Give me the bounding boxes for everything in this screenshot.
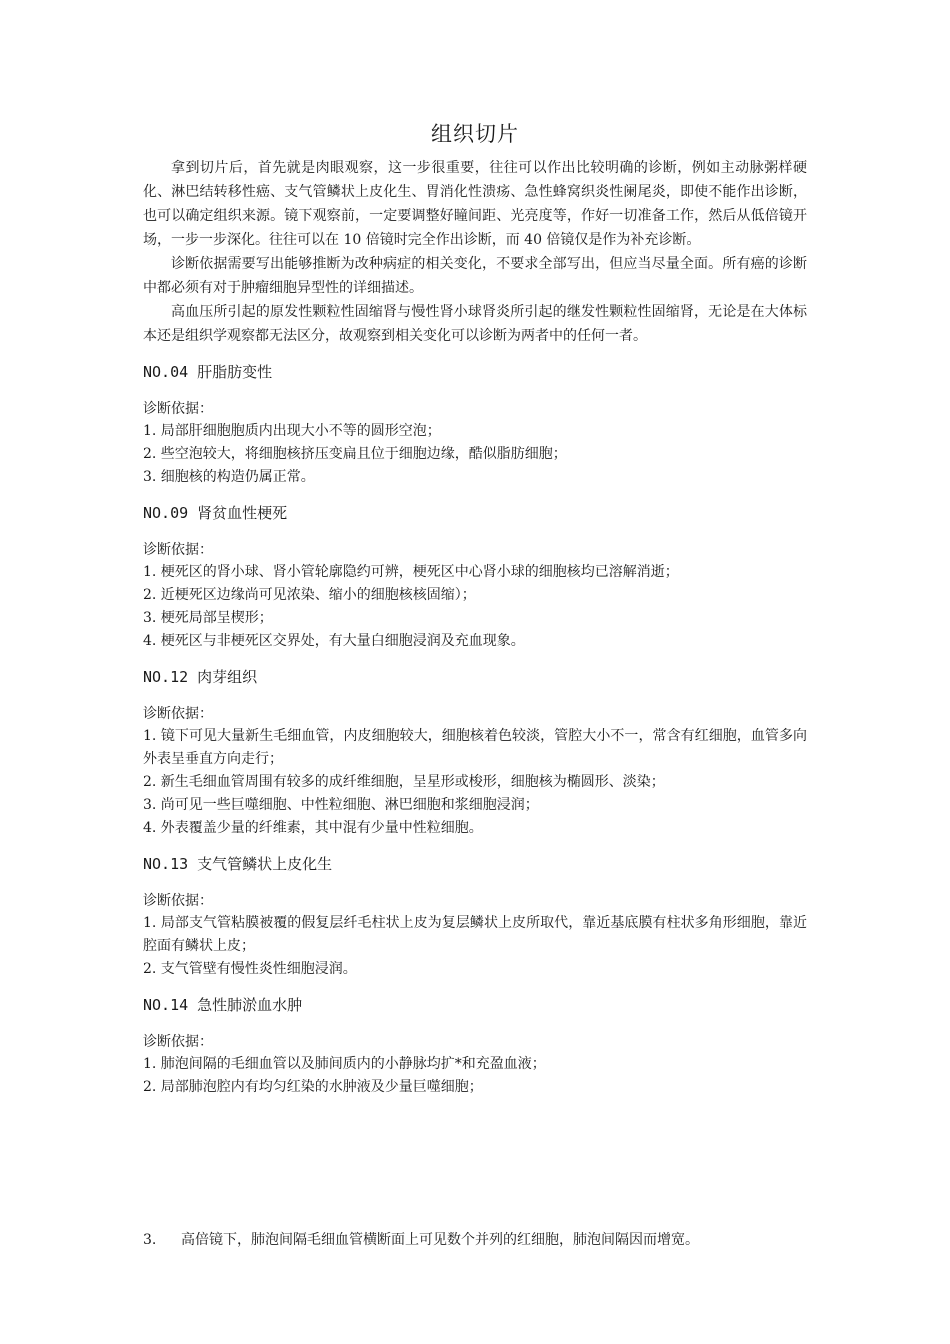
basis-item: 1. 肺泡间隔的毛细血管以及肺间质内的小静脉均扩*和充盈血液；	[143, 1056, 546, 1072]
basis-item: 2. 支气管壁有慢性炎性细胞浸润。	[143, 961, 357, 977]
section-heading: NO.09 肾贫血性梗死	[143, 504, 288, 522]
basis-item: 3. 细胞核的构造仍属正常。	[143, 469, 315, 485]
section-no14	[143, 993, 807, 1099]
basis-list	[143, 725, 807, 840]
intro-paragraph: 诊断依据需要写出能够推断为改种病症的相关变化，不要求全部写出，但应当尽量全面。所有癌的诊断中都必须有对于肿瘤细胞异型性的详细描述。	[143, 256, 807, 296]
basis-list	[143, 420, 807, 489]
basis-item: 2. 局部肺泡腔内有均匀红染的水肿液及少量巨噬细胞；	[143, 1079, 483, 1095]
basis-item: 3. 尚可见一些巨噬细胞、中性粒细胞、淋巴细胞和浆细胞浸润；	[143, 797, 539, 813]
section-heading: NO.13 支气管鳞状上皮化生	[143, 855, 333, 873]
basis-label: 诊断依据：	[143, 401, 213, 417]
basis-label: 诊断依据：	[143, 542, 213, 558]
basis-item: 2. 些空泡较大，将细胞核挤压变扁且位于细胞边缘，酷似脂肪细胞；	[143, 446, 567, 462]
basis-list	[143, 561, 807, 653]
basis-list	[143, 912, 807, 981]
section-no09	[143, 501, 807, 653]
basis-item: 3. 梗死局部呈楔形；	[143, 610, 273, 626]
section-heading: NO.14 急性肺淤血水肿	[143, 996, 303, 1014]
intro-paragraph: 高血压所引起的原发性颗粒性固缩肾与慢性肾小球肾炎所引起的继发性颗粒性固缩肾，无论是在大体标本还是组织学观察都无法区分，故观察到相关变化可以诊断为两者中的任何一者。	[143, 304, 807, 344]
document-page	[143, 118, 807, 1099]
section-heading: NO.12 肉芽组织	[143, 668, 258, 686]
section-no12	[143, 665, 807, 840]
section-no13	[143, 852, 807, 981]
basis-item: 2. 近梗死区边缘尚可见浓染、缩小的细胞核核固缩）；	[143, 587, 476, 603]
basis-item: 1. 局部支气管粘膜被覆的假复层纤毛柱状上皮为复层鳞状上皮所取代，靠近基底膜有柱状多角形细胞，靠近腔面有鳞状上皮；	[143, 915, 807, 954]
basis-item: 2. 新生毛细血管周围有较多的成纤维细胞，呈星形或梭形，细胞核为椭圆形、淡染；	[143, 774, 665, 790]
basis-item: 1. 梗死区的肾小球、肾小管轮廓隐约可辨，梗死区中心肾小球的细胞核均已溶解消逝；	[143, 564, 679, 580]
basis-label: 诊断依据：	[143, 893, 213, 909]
basis-item: 4. 梗死区与非梗死区交界处，有大量白细胞浸润及充血现象。	[143, 633, 525, 649]
intro-section	[143, 156, 807, 348]
trailing-item-number: 3.	[143, 1232, 157, 1248]
basis-label: 诊断依据：	[143, 1034, 213, 1050]
basis-list	[143, 1053, 807, 1099]
trailing-item	[143, 1228, 807, 1252]
basis-label: 诊断依据：	[143, 706, 213, 722]
trailing-item-text: 高倍镜下，肺泡间隔毛细血管横断面上可见数个并列的红细胞，肺泡间隔因而增宽。	[181, 1232, 699, 1248]
basis-item: 1. 镜下可见大量新生毛细血管，内皮细胞较大，细胞核着色较淡，管腔大小不一，常含有红细胞，血管多向外表呈垂直方向走行；	[143, 728, 807, 767]
document-title: 组织切片	[431, 122, 519, 146]
intro-paragraph: 拿到切片后，首先就是肉眼观察，这一步很重要，往往可以作出比较明确的诊断，例如主动脉粥样硬化、淋巴结转移性癌、支气管鳞状上皮化生、胃消化性溃疡、急性蜂窝织炎性阑尾炎，即使不能作出诊断，也可以确定组织来源。镜下观察前，一定要调整好瞳间距、光亮度等，作好一切准备工作，然后从低倍镜开场，一步一步深化。往往可以在 10 倍镜时完全作出诊断，而 40 倍镜仅是作为补充诊断。	[143, 160, 807, 248]
section-no04	[143, 360, 807, 489]
section-heading: NO.04 肝脂肪变性	[143, 363, 273, 381]
basis-item: 4. 外表覆盖少量的纤维素，其中混有少量中性粒细胞。	[143, 820, 483, 836]
basis-item: 1. 局部肝细胞胞质内出现大小不等的圆形空泡；	[143, 423, 441, 439]
